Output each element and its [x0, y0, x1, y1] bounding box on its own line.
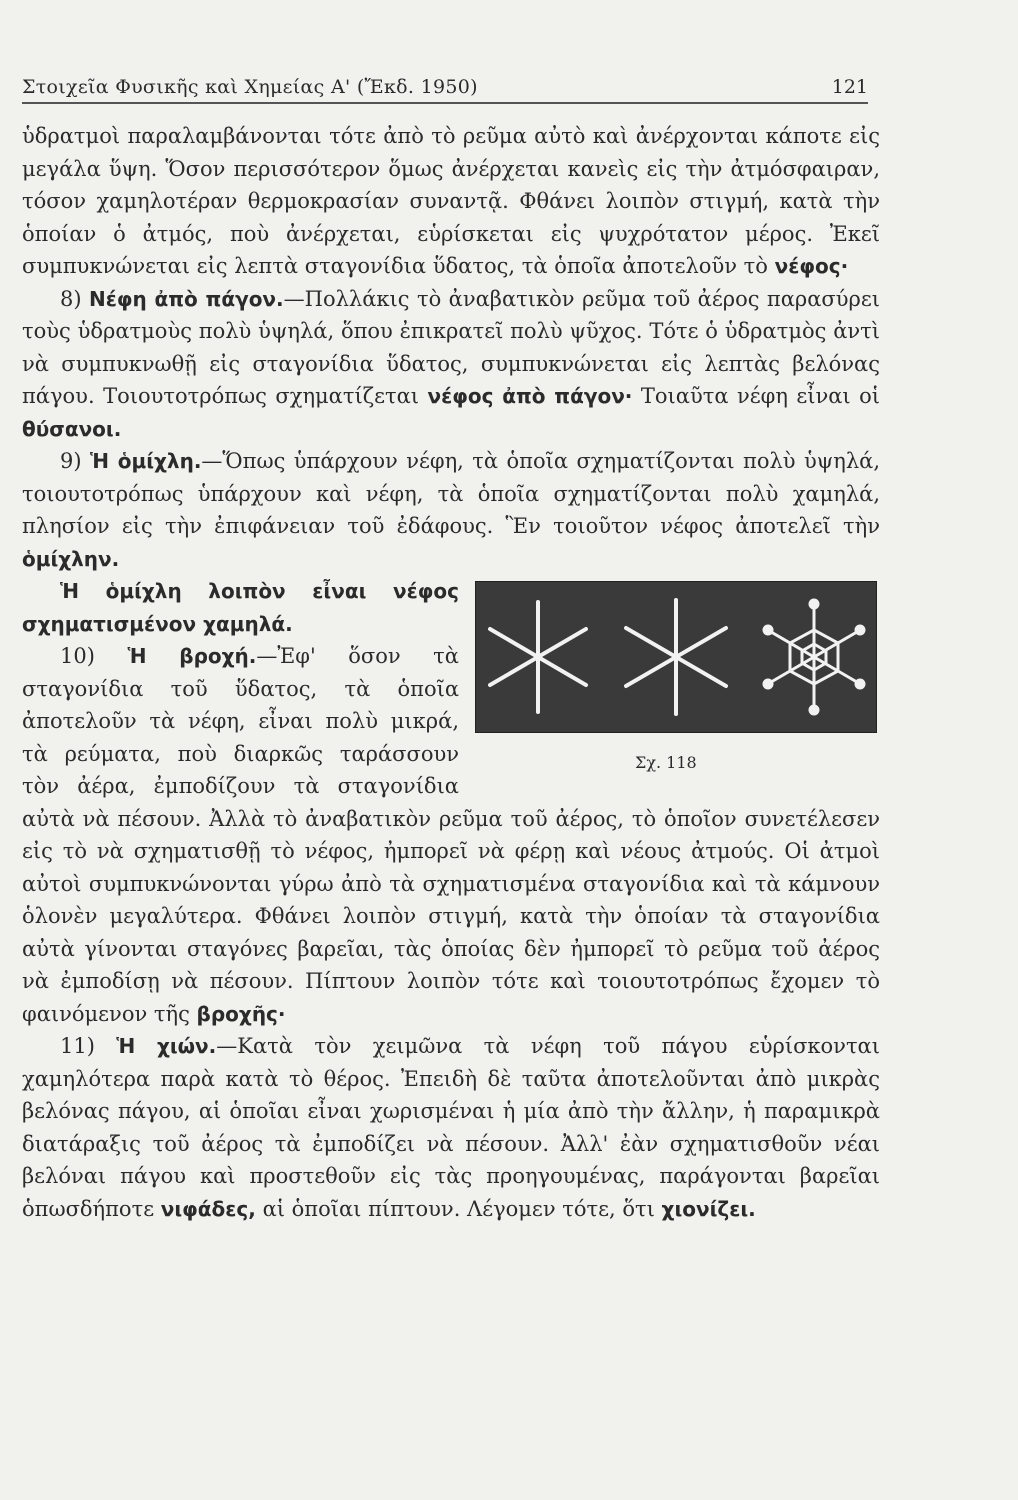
section-8: 8) Νέφη ἀπὸ πάγον.—Πολλάκις τὸ ἀναβατικὸν ρεῦμα τοῦ ἀέρος παρασύρει τοὺς ὑδρατμοὺς πολὺ ὑψηλά, ὅπου ἐπικρατεῖ πολὺ ψῦχος. Τότε ὁ ὑδρατμὸς ἀντὶ νὰ συμπυκνωθῇ εἰς σταγονίδια ὕδατος, συμπυκνώνεται εἰς λεπτὰς βελόνας πάγου. Τοιουτοτρόπως σχηματίζεται νέφος ἀπὸ πάγον· Τοιαῦτα νέφη εἶναι οἱ θύσανοι. — [22, 286, 881, 441]
running-header — [22, 72, 868, 104]
bold-term: ὁμίχλην. — [22, 546, 120, 571]
section-number: 8) — [60, 286, 82, 311]
section-10: 10) Ἡ βροχή.—Ἐφ' ὅσον τὰ σταγονίδια τοῦ ὕδατος, τὰ ὁποῖα ἀποτελοῦν τὰ νέφη, εἶναι πολὺ μικρά, τὰ ρεύματα, ποὺ διαρκῶς ταράσσουν τὸν ἀέρα, ἐμποδίζουν τὰ σταγονίδια αὐτὰ νὰ πέσουν. Ἀλλὰ τὸ ἀναβατικὸν ρεῦμα τοῦ ἀέρος, τὸ ὁποῖον συνετέλεσεν εἰς τὸ νὰ σχηματισθῇ τὸ νέφος, ἠμπορεῖ νὰ φέρῃ καὶ νέους ἀτμούς. Οἱ ἀτμοὶ αὐτοὶ συμπυκνώνονται γύρω ἀπὸ τὰ σχηματισμένα σταγονίδια καὶ τὰ κάμνουν ὁλονὲν μεγαλύτερα. Φθάνει λοιπὸν στιγμή, κατὰ τὴν ὁποίαν τὰ σταγονίδια αὐτὰ γίνονται σταγόνες βαρεῖαι, τὰς ὁποίας δὲν ἠμπορεῖ τὸ ρεῦμα τοῦ ἀέρος νὰ ἐμποδίσῃ νὰ πέσουν. Πίπτουν λοιπὸν τότε καὶ τοιουτοτρόπως ἔχομεν τὸ φαινόμενον τῆς βροχῆς· — [22, 644, 880, 1026]
paragraph-intro: ὑδρατμοὶ παραλαμβάνονται τότε ἀπὸ τὸ ρεῦμα αὐτὸ καὶ ἀνέρχονται κάποτε εἰς μεγάλα ὕψη. Ὅσον περισσότερον ὅμως ἀνέρχεται κανεὶς εἰς τὴν ἀτμόσφαιραν, τόσον χαμηλοτέραν θερμοκρασίαν συναντᾷ. Φθάνει λοιπὸν στιγμή, κατὰ τὴν ὁποίαν ὁ ἀτμός, ποὺ ἀνέρχεται, εὑρίσκεται εἰς ψυχρότατον μέρος. Ἐκεῖ συμπυκνώνεται εἰς λεπτὰ σταγονίδια ὕδατος, τὰ ὁποῖα ἀποτελοῦν τὸ νέφος· — [22, 124, 880, 278]
bold-term: νιφάδες, — [160, 1196, 256, 1221]
section-number: 10) — [60, 644, 95, 668]
section-11: 11) Ἡ χιών.—Κατὰ τὸν χειμῶνα τὰ νέφη τοῦ πάγου εὑρίσκονται χαμηλότερα παρὰ κατὰ τὸ θέρος. Ἐπειδὴ δὲ ταῦτα ἀποτελοῦνται ἀπὸ μικρὰς βελόνας πάγου, αἱ ὁποῖαι εἶναι χωρισμέναι ἡ μία ἀπὸ τὴν ἄλλην, ἡ παραμικρὰ διατάραξις τοῦ ἀέρος τὰ ἐμποδίζει νὰ πέσουν. Ἀλλ' ἐὰν σχηματισθοῦν νέαι βελόναι πάγου καὶ προστεθοῦν εἰς τὰς προηγουμένας, παράγονται βαρεῖαι ὁπωσδήποτε νιφάδες, αἱ ὁποῖαι πίπτουν. Λέγομεν τότε, ὅτι χιονίζει. — [22, 1034, 880, 1221]
bold-term: χιονίζει. — [661, 1196, 756, 1221]
snowflake-figure — [475, 581, 877, 733]
section-heading: Ἡ βροχή. — [127, 644, 257, 668]
snowflake-icon — [626, 600, 726, 714]
section-heading: Νέφη ἀπὸ πάγον. — [89, 286, 284, 311]
bold-term: νέφος ἀπὸ πάγον· — [427, 384, 633, 408]
figure-caption: Σχ. 118 — [635, 753, 697, 772]
page-number: 121 — [831, 76, 868, 98]
running-title: Στοιχεῖα Φυσικῆς καὶ Χημείας Α' (Ἔκδ. 1950) — [22, 76, 478, 98]
section-number: 9) — [60, 449, 82, 473]
bold-term: νέφος· — [774, 254, 849, 278]
bold-term: θύσανοι. — [22, 416, 122, 441]
section-heading: Ἡ ὁμίχλη. — [90, 449, 202, 473]
section-heading: Ἡ χιών. — [116, 1034, 217, 1058]
section-9: 9) Ἡ ὁμίχλη.—Ὅπως ὑπάρχουν νέφη, τὰ ὁποῖα σχηματίζονται πολὺ ὑψηλά, τοιουτοτρόπως ὑπάρχουν καὶ νέφη, τὰ ὁποῖα σχηματίζονται πολὺ χαμηλά, πλησίον εἰς τὴν ἐπιφάνειαν τοῦ ἐδάφους. Ἓν τοιοῦτον νέφος ἀποτελεῖ τὴν ὁμίχλην. — [22, 449, 880, 571]
bold-term: βροχῆς· — [196, 1001, 286, 1026]
section-number: 11) — [60, 1034, 95, 1058]
snowflake-illustration — [476, 582, 876, 732]
body-text — [22, 120, 880, 1225]
figure-118 — [475, 581, 880, 777]
fog-definition: Ἡ ὁμίχλη λοιπὸν εἶναι νέφος σχηματισμένον χαμηλά. — [22, 579, 459, 636]
snowflake-icon — [490, 602, 586, 712]
snowflake-icon — [764, 600, 864, 714]
